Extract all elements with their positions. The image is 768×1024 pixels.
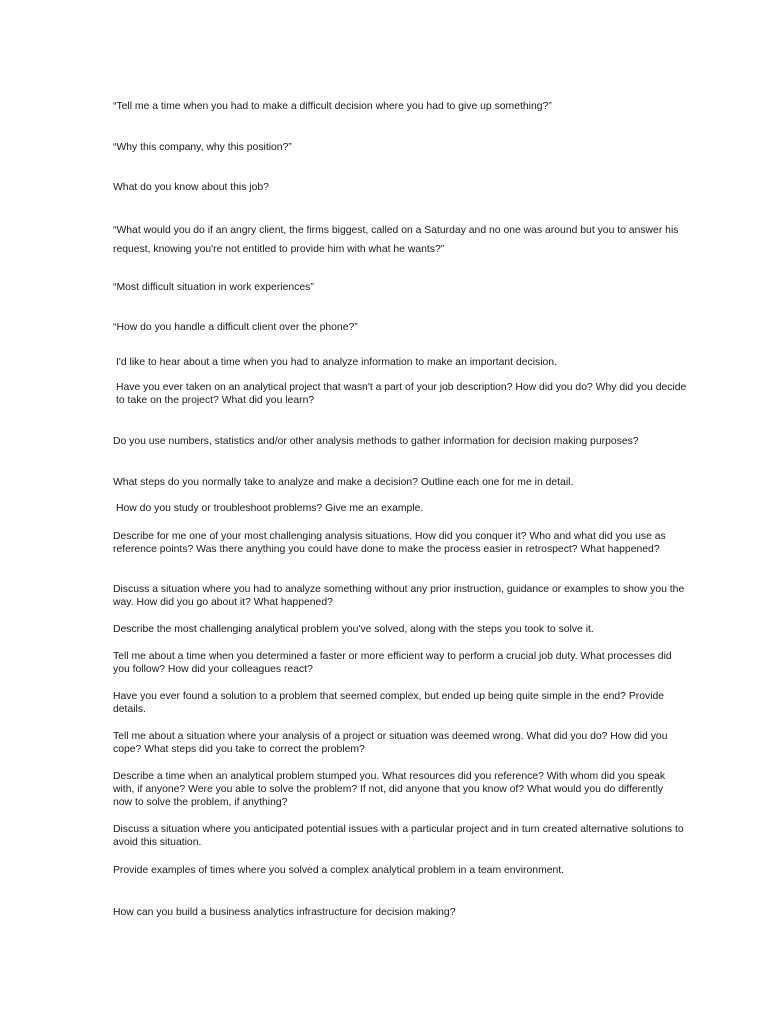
- question-16: Have you ever found a solution to a problem that seemed complex, but ended up being quite simple in the end? Provide details.: [113, 691, 665, 716]
- question-14: Describe the most challenging analytical problem you've solved, along with the steps you took to solve it.: [113, 624, 594, 635]
- question-17: Tell me about a situation where your analysis of a project or situation was deemed wrong. What did you do? How did you cope? What steps did you take to correct the problem?: [113, 731, 668, 756]
- question-9: Do you use numbers, statistics and/or other analysis methods to gather information for decision making purposes?: [113, 436, 639, 447]
- question-3: What do you know about this job?: [113, 182, 269, 193]
- question-1: “Tell me a time when you had to make a difficult decision where you had to give up something?”: [113, 101, 552, 112]
- question-18: Describe a time when an analytical problem stumped you. What resources did you reference? With whom did you speak with, if anyone? Were you able to solve the problem? If not, did anyone that you know of? What would you do differently now to solve the problem, if anything?: [113, 771, 666, 809]
- question-21: How can you build a business analytics infrastructure for decision making?: [113, 907, 456, 918]
- question-19: Discuss a situation where you anticipated potential issues with a particular project and in turn created alternative solutions to avoid this situation.: [113, 824, 684, 849]
- question-5: “Most difficult situation in work experiences”: [113, 282, 314, 293]
- question-8: Have you ever taken on an analytical project that wasn't a part of your job description? How did you do? Why did you decide to take on the project? What did you learn?: [116, 382, 687, 407]
- question-10: What steps do you normally take to analyze and make a decision? Outline each one for me in detail.: [113, 477, 574, 488]
- question-12: Describe for me one of your most challenging analysis situations. How did you conquer it? Who and what did you use as reference points? Was there anything you could have done to make the process easier in retrospect? What happened?: [113, 531, 666, 556]
- question-7: I'd like to hear about a time when you had to analyze information to make an important decision.: [116, 357, 557, 368]
- question-20: Provide examples of times where you solved a complex analytical problem in a team environment.: [113, 865, 565, 876]
- question-6: “How do you handle a difficult client over the phone?”: [113, 322, 358, 333]
- question-4: “What would you do if an angry client, the firms biggest, called on a Saturday and no one was around but you to answer his request, knowing you're not entitled to provide him with what he wants?”: [113, 225, 679, 255]
- question-13: Discuss a situation where you had to analyze something without any prior instruction, guidance or examples to show you the way. How did you go about it? What happened?: [113, 584, 685, 609]
- question-15: Tell me about a time when you determined a faster or more efficient way to perform a crucial job duty. What processes did you follow? How did your colleagues react?: [113, 651, 672, 676]
- question-2: “Why this company, why this position?”: [113, 142, 292, 153]
- question-11: How do you study or troubleshoot problems? Give me an example.: [116, 503, 424, 514]
